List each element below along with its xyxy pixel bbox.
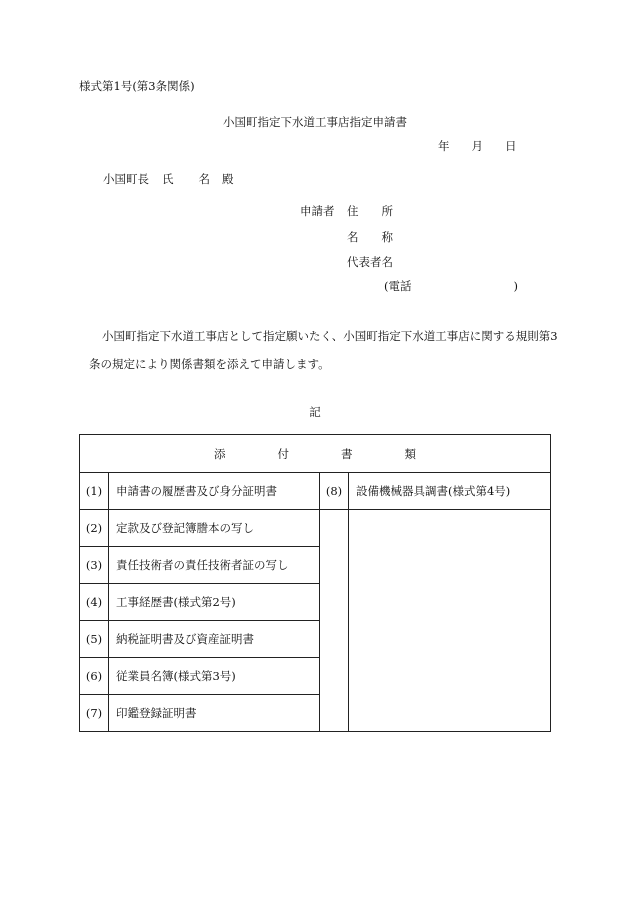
applicant-phone <box>384 281 518 293</box>
date-line <box>438 141 517 153</box>
item-number: (2) <box>80 510 109 547</box>
item-text: 申請書の履歴書及び身分証明書 <box>109 473 320 510</box>
addressee-office: 小国町長 <box>103 172 149 186</box>
applicant-address-label: 住 所 <box>347 204 393 218</box>
item-number: (5) <box>80 621 109 658</box>
table-header <box>80 435 551 473</box>
table-row <box>80 510 551 547</box>
empty-text-cell <box>349 510 551 732</box>
item-number: (7) <box>80 695 109 732</box>
date-year: 年 <box>438 139 450 153</box>
applicant-name-label: 名 称 <box>347 230 393 244</box>
header-char-1: 添 <box>214 446 226 461</box>
item-number: (6) <box>80 658 109 695</box>
item-text: 従業員名簿(様式第3号) <box>109 658 320 695</box>
form-number: 様式第1号(第3条関係) <box>79 79 195 93</box>
body-text: 小国町指定下水道工事店として指定願いたく、小国町指定下水道工事店に関する規則第3条の規定により関係書類を添えて申請します。 <box>89 329 558 371</box>
applicant-label: 申請者 <box>300 204 335 218</box>
item-number: (8) <box>320 473 349 510</box>
addressee-shi: 氏 <box>162 172 174 186</box>
header-char-3: 書 <box>341 446 353 461</box>
item-text: 定款及び登記簿謄本の写し <box>109 510 320 547</box>
date-month: 月 <box>471 139 483 153</box>
phone-open: (電話 <box>384 279 412 293</box>
document-title: 小国町指定下水道工事店指定申請書 <box>223 115 407 129</box>
item-text: 設備機械器具調書(様式第4号) <box>349 473 551 510</box>
item-number: (3) <box>80 547 109 584</box>
ki-label: 記 <box>309 405 321 419</box>
header-char-2: 付 <box>277 446 289 461</box>
item-text: 納税証明書及び資産証明書 <box>109 621 320 658</box>
item-text: 責任技術者の責任技術者証の写し <box>109 547 320 584</box>
phone-close: ) <box>513 279 518 293</box>
empty-number-cell <box>320 510 349 732</box>
date-day: 日 <box>505 139 517 153</box>
attachments-table <box>79 434 551 732</box>
item-text: 工事経歴書(様式第2号) <box>109 584 320 621</box>
addressee-mei: 名 <box>198 172 210 186</box>
item-number: (4) <box>80 584 109 621</box>
table-header-row <box>80 435 551 473</box>
table-row <box>80 473 551 510</box>
header-char-4: 類 <box>404 446 416 461</box>
addressee-den: 殿 <box>222 172 234 186</box>
applicant-representative-label: 代表者名 <box>347 255 393 269</box>
item-number: (1) <box>80 473 109 510</box>
addressee <box>103 174 234 186</box>
item-text: 印鑑登録証明書 <box>109 695 320 732</box>
